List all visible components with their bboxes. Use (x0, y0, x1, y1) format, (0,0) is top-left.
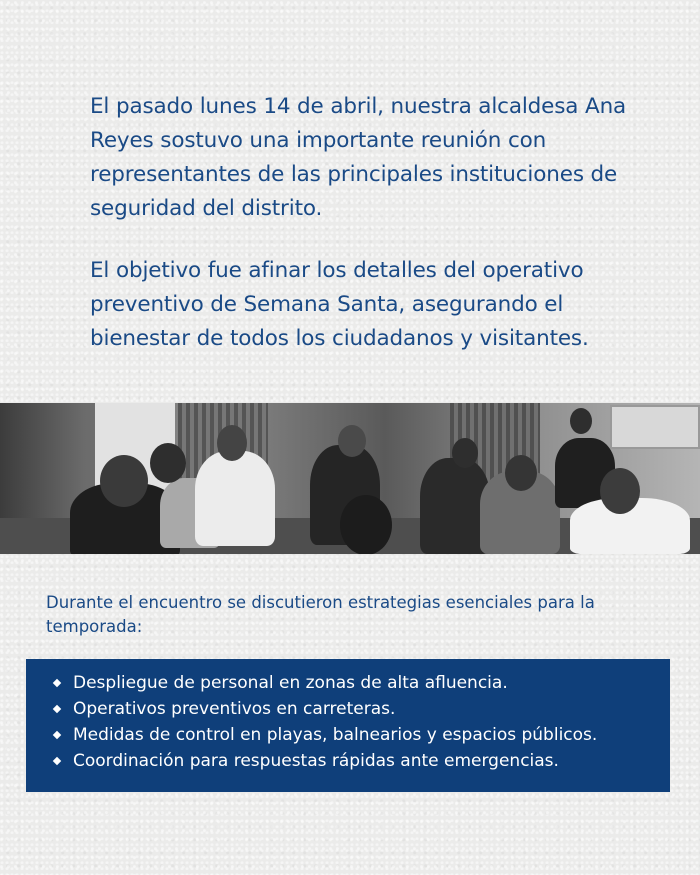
photo-person (195, 451, 275, 546)
strategy-item (54, 748, 670, 774)
intro-paragraph-2: El objetivo fue afinar los detalles del operativo preventivo de Semana Santa, asegurando el bienestar de todos los ciudadanos y visitantes. (90, 258, 589, 351)
strategy-item (54, 722, 670, 748)
strategy-item-text: Coordinación para respuestas rápidas ante emergencias. (73, 751, 559, 771)
photo-head (150, 443, 186, 483)
photo-head (505, 455, 537, 491)
diamond-bullet-icon (53, 705, 61, 713)
photo-head (570, 408, 592, 434)
photo-head (452, 438, 478, 468)
diamond-bullet-icon (53, 757, 61, 765)
photo-head (100, 455, 148, 507)
strategy-item-text: Operativos preventivos en carreteras. (73, 699, 396, 719)
meeting-photo (0, 403, 700, 554)
photo-board (610, 405, 700, 449)
intro-paragraph-1: El pasado lunes 14 de abril, nuestra alcaldesa Ana Reyes sostuvo una importante reunión con representantes de las principales instituciones de seguridad del distrito. (90, 94, 627, 221)
intro-text (90, 90, 650, 356)
strategy-item-text: Despliegue de personal en zonas de alta afluencia. (73, 673, 508, 693)
strategy-item (54, 670, 670, 696)
strategies-box (26, 659, 670, 792)
diamond-bullet-icon (53, 731, 61, 739)
strategy-item (54, 696, 670, 722)
photo-head (600, 468, 640, 514)
photo-head (340, 495, 392, 554)
photo-head (338, 425, 366, 457)
strategies-intro: Durante el encuentro se discutieron estrategias esenciales para la temporada: (46, 593, 595, 636)
photo-head (217, 425, 247, 461)
strategy-item-text: Medidas de control en playas, balnearios y espacios públicos. (73, 725, 598, 745)
diamond-bullet-icon (53, 679, 61, 687)
